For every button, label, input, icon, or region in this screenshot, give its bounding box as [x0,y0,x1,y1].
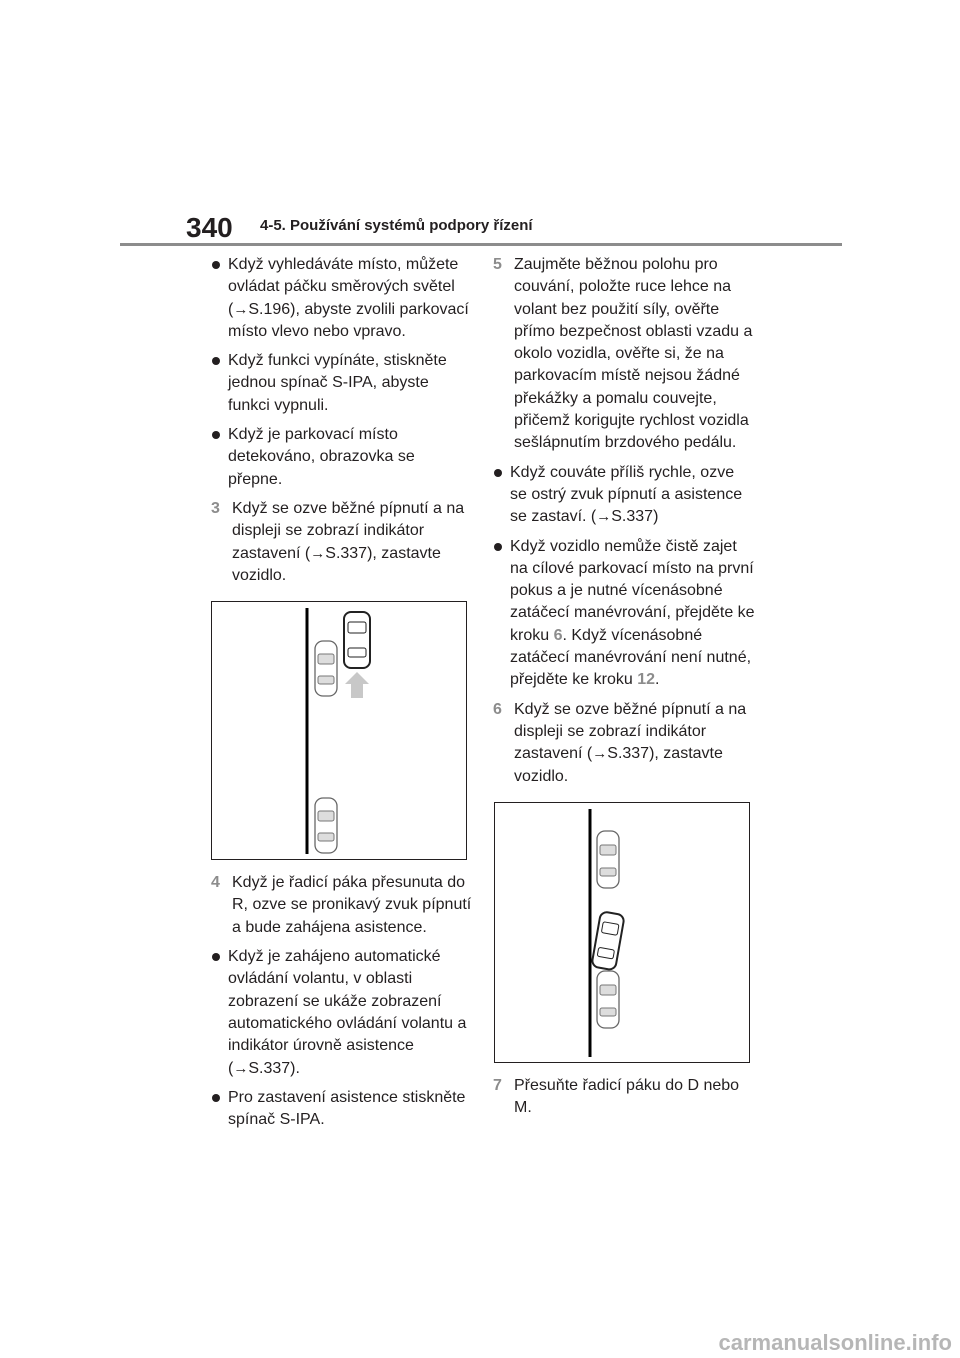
arrow-icon: → [592,745,608,763]
bullet-item: Když vyhledáváte místo, můžete ovládat páčku směrových světel (→S.196), abyste zvolili parkovací místo vlevo nebo vpravo. [211,254,473,343]
step-reference: 12 [637,671,655,689]
right-column [493,254,755,1126]
page-reference: S.337 [248,1059,291,1077]
parking-illustration-2 [494,802,750,1063]
left-column [211,254,473,1138]
car-parked-rear-icon [597,971,619,1028]
step-5: 5 Zaujměte běžnou polohu pro couvání, položte ruce lehce na volant bez použití síly, ověřte přímo bezpečnost oblasti vzadu a okolo vozidla, ověřte si, že na parkovacím místě nejsou žádné překážky a pomalu couvejte, přičemž korigujte rychlost vozidla sešlápnutím brzdového pedálu. [493,256,753,452]
header-rule [120,243,842,246]
parking-illustration-1 [211,601,467,860]
bullet-item: Když je parkovací místo detekováno, obrazovka se přepne. [211,424,473,491]
step-6: 6 Když se ozve běžné pípnutí a na displeji se zobrazí indikátor zastavení (→S.337), zastavte vozidlo. [493,700,747,785]
step-number: 7 [493,1076,502,1094]
page-number: 340 [186,212,233,243]
arrow-icon: → [596,508,612,526]
bullet-icon [494,469,502,477]
bullet-icon [212,431,220,439]
bullet-icon [212,261,220,269]
bullet-item: Pro zastavení asistence stiskněte spínač S-IPA. [211,1087,473,1132]
car-parked-front-icon [315,641,337,696]
step-7: 7 Přesuňte řadicí páku do D nebo M. [493,1076,740,1117]
step-number: 5 [493,256,502,273]
page-reference: S.337 [607,745,650,763]
car-own-icon [344,612,370,668]
watermark: carmanualsonline.info [718,1330,952,1355]
bullet-item: Když je zahájeno automatické ovládání volantu, v oblasti zobrazení se ukáže zobrazení automatického ovládání volantu a indikátor úrovně asistence (→S.337). [211,946,473,1080]
section-title: 4-5. Používání systémů podpory řízení [260,217,533,234]
bullet-icon [494,543,502,551]
step-3: 3 Když se ozve běžné pípnutí a na displeji se zobrazí indikátor zastavení (→S.337), zastavte vozidlo. [211,499,465,584]
bullet-icon [212,1094,220,1102]
arrow-icon: → [233,300,249,318]
car-own-icon [591,911,624,970]
step-number: 6 [493,700,502,718]
step-reference: 6 [553,626,563,644]
page-reference: S.337 [325,544,368,562]
bullet-icon [212,357,220,365]
car-parked-rear-icon [315,798,337,853]
bullet-item: Když couváte příliš rychle, ozve se ostrý zvuk pípnutí a asistence se zastaví. (→S.337) [493,462,755,529]
page-reference: S.337 [611,508,654,526]
bullet-item: Když vozidlo nemůže čistě zajet na cílové parkovací místo na první pokus a je nutné vícenásobné zatáčecí manévrování, přejděte ke kroku 6. Když vícenásobné zatáčecí manévrování není nutné, přejděte ke kroku 12. [493,536,755,692]
step-number: 3 [211,499,220,517]
bullet-icon [212,953,220,961]
arrow-icon: → [310,544,326,562]
step-4: 4 Když je řadicí páka přesunuta do R, ozve se pronikavý zvuk pípnutí a bude zahájena asistence. [211,874,472,936]
car-parked-front-icon [597,831,619,888]
step-number: 4 [211,874,220,892]
arrow-up-icon [345,672,369,698]
bullet-item: Když funkci vypínáte, stiskněte jednou spínač S-IPA, abyste funkci vypnuli. [211,350,473,417]
arrow-icon: → [233,1059,249,1077]
page-reference: S.196 [248,300,291,318]
